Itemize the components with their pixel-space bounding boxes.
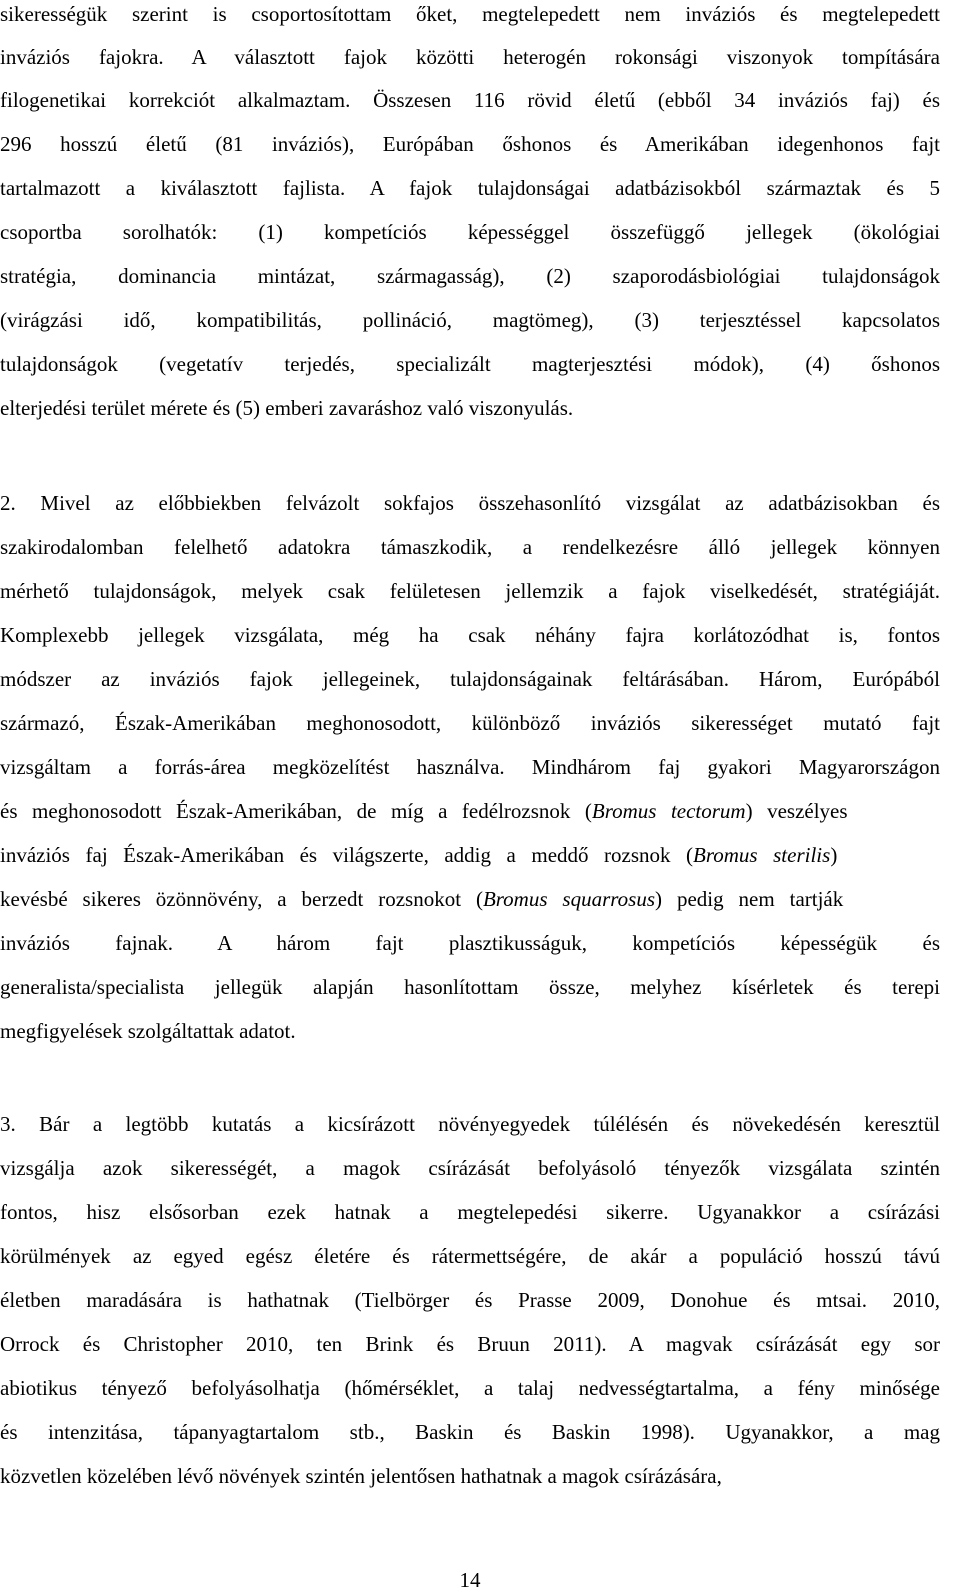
text-line [0, 789, 848, 833]
text-line: és intenzitása, tápanyagtartalom stb., Baskin és Baskin 1998). Ugyanakkor, a mag [0, 1420, 940, 1444]
text-line: 296 hosszú életű (81 inváziós), Európában őshonos és Amerikában idegenhonos fajt [0, 132, 940, 156]
text-line: filogenetikai korrekciót alkalmaztam. Összesen 116 rövid életű (ebből 34 inváziós faj) és [0, 88, 940, 112]
text-line: Komplexebb jellegek vizsgálata, még ha csak néhány fajra korlátozódhat is, fontos [0, 623, 940, 647]
text-line: körülmények az egyed egész életére és rátermettségére, de akár a populáció hosszú távú [0, 1244, 940, 1268]
text-line: szakirodalomban felelhető adatokra támaszkodik, a rendelkezésre álló jellegek könnyen [0, 535, 940, 559]
text-line: tartalmazott a kiválasztott fajlista. A fajok tulajdonságai adatbázisokból származtak és 5 [0, 176, 940, 200]
text-line [0, 833, 837, 877]
text-line: közvetlen közelében lévő növények szintén jelentősen hathatnak a magok csírázására, [0, 1464, 722, 1488]
text-line: vizsgáltam a forrás-área megközelítést használva. Mindhárom faj gyakori Magyarországon [0, 755, 940, 779]
text-segment: és meghonosodott Észak-Amerikában, de míg a fedélrozsnok ( [0, 799, 592, 823]
text-line: életben maradására is hathatnak (Tielbörger és Prasse 2009, Donohue és mtsai. 2010, [0, 1288, 940, 1312]
text-line: tulajdonságok (vegetatív terjedés, specializált magterjesztési módok), (4) őshonos [0, 352, 940, 376]
text-line: 3. Bár a legtöbb kutatás a kicsírázott növényegyedek túlélésén és növekedésén keresztül [0, 1112, 940, 1136]
text-line: Orrock és Christopher 2010, ten Brink és Bruun 2011). A magvak csírázását egy sor [0, 1332, 940, 1356]
species-name: Bromus sterilis [693, 843, 831, 867]
text-line: generalista/specialista jellegük alapján hasonlítottam össze, melyhez kísérletek és terepi [0, 975, 940, 999]
page-number: 14 [459, 1568, 481, 1592]
text-segment: ) pedig nem tartják [655, 887, 844, 911]
text-line: inváziós fajokra. A választott fajok közötti heterogén rokonsági viszonyok tompítására [0, 45, 940, 69]
text-line [0, 877, 843, 921]
text-line: vizsgálja azok sikerességét, a magok csírázását befolyásoló tényezők vizsgálata szintén [0, 1156, 940, 1180]
text-line: elterjedési terület mérete és (5) emberi zavaráshoz való viszonyulás. [0, 396, 574, 420]
text-line: 2. Mivel az előbbiekben felvázolt sokfajos összehasonlító vizsgálat az adatbázisokban és [0, 491, 940, 515]
text-line: csoportba sorolhatók: (1) kompetíciós képességgel összefüggő jellegek (ökológiai [0, 220, 940, 244]
text-line: megfigyelések szolgáltattak adatot. [0, 1019, 296, 1043]
text-line: (virágzási idő, kompatibilitás, pollináció, magtömeg), (3) terjesztéssel kapcsolatos [0, 308, 940, 332]
text-segment: inváziós faj Észak-Amerikában és világszerte, addig a meddő rozsnok ( [0, 843, 694, 867]
text-segment: kevésbé sikeres özönnövény, a berzedt rozsnokot ( [0, 887, 483, 911]
text-line: fontos, hisz elsősorban ezek hatnak a megtelepedési sikerre. Ugyanakkor a csírázási [0, 1200, 940, 1224]
text-line: mérhető tulajdonságok, melyek csak felületesen jellemzik a fajok viselkedését, stratégiáját. [0, 579, 940, 603]
text-line: stratégia, dominancia mintázat, szármagasság), (2) szaporodásbiológiai tulajdonságok [0, 264, 940, 288]
text-line: sikerességük szerint is csoportosítottam őket, megtelepedett nem inváziós és megtelepedett [0, 2, 940, 26]
text-line: származó, Észak-Amerikában meghonosodott, különböző inváziós sikerességet mutató fajt [0, 711, 940, 735]
text-line: módszer az inváziós fajok jellegeinek, tulajdonságainak feltárásában. Három, Európából [0, 667, 940, 691]
text-line: abiotikus tényező befolyásolhatja (hőmérséklet, a talaj nedvességtartalma, a fény minősége [0, 1376, 940, 1400]
text-segment: ) [830, 843, 838, 867]
text-segment: ) veszélyes [745, 799, 848, 823]
species-name: Bromus tectorum [591, 799, 746, 823]
species-name: Bromus squarrosus [482, 887, 656, 911]
text-line: inváziós fajnak. A három fajt plasztikusságuk, kompetíciós képességük és [0, 931, 940, 955]
